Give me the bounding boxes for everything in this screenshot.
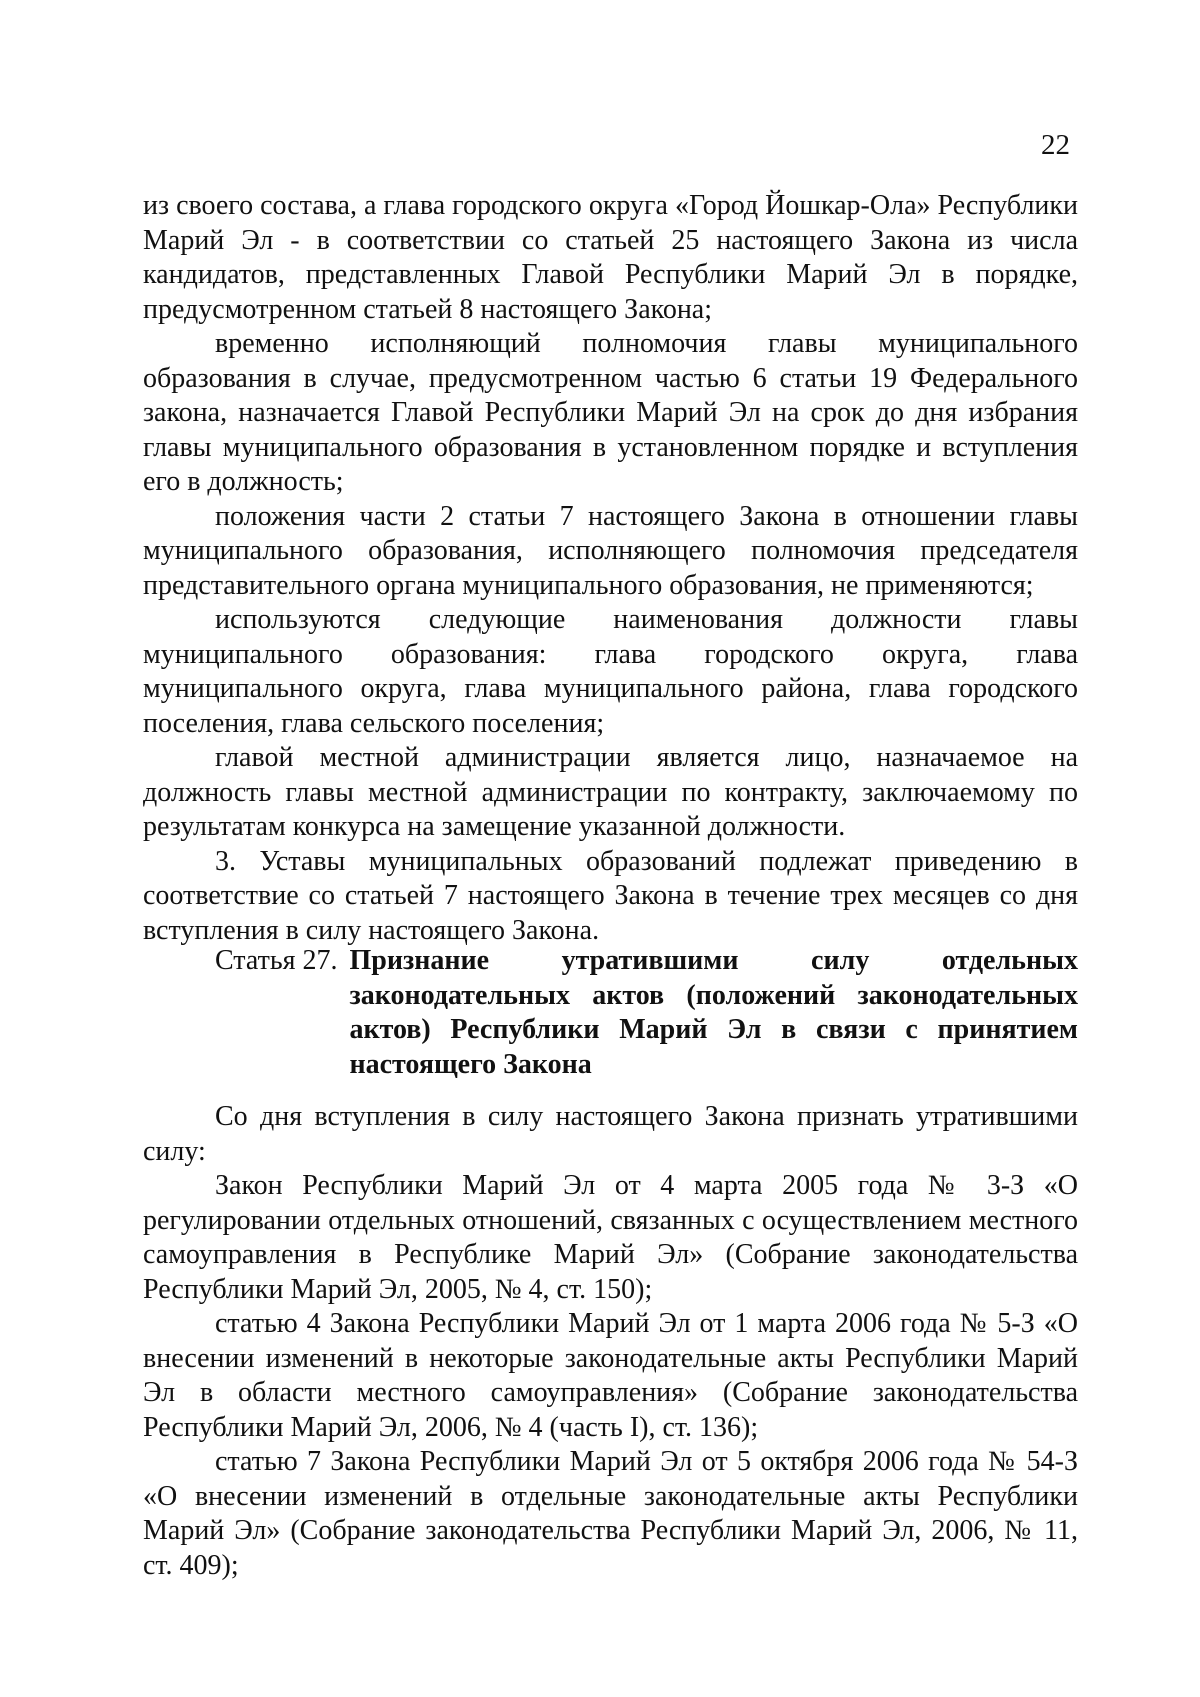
paragraph: Со дня вступления в силу настоящего Закона признать утратившими силу: — [143, 1101, 1078, 1167]
paragraph: временно исполняющий полномочия главы муниципального образования в случае, предусмотренном частью 6 статьи 19 Федерального закона, назначается Главой Республики Марий Эл на срок до дня избрания главы муниципального образования в установленном порядке и вступления его в должность; — [143, 328, 1078, 497]
body-text-top — [143, 189, 1078, 948]
article-heading — [143, 944, 1078, 1082]
paragraph: из своего состава, а глава городского округа «Город Йошкар-Ола» Республики Марий Эл - в соответствии со статьей 25 настоящего Закона из числа кандидатов, представленных Главой Республики Марий Эл в порядке, предусмотренном статьей 8 настоящего Закона; — [143, 190, 1078, 325]
paragraph: статью 7 Закона Республики Марий Эл от 5 октября 2006 года № 54-З «О внесении изменений в отдельные законодательные акты Республики Марий Эл» (Собрание законодательства Республики Марий Эл, 2006, № 11, ст. 409); — [143, 1446, 1078, 1581]
paragraph: используются следующие наименования должности главы муниципального образования: глава городского округа, глава муниципального округа, глава муниципального района, глава городского поселения, глава сельского поселения; — [143, 604, 1078, 739]
body-text-bottom — [143, 1100, 1078, 1583]
paragraph: главой местной администрации является лицо, назначаемое на должность главы местной администрации по контракту, заключаемому по результатам конкурса на замещение указанной должности. — [143, 742, 1078, 842]
paragraph: Закон Республики Марий Эл от 4 марта 2005 года № 3-З «О регулировании отдельных отношений, связанных с осуществлением местного самоуправления в Республике Марий Эл» (Собрание законодательства Республики Марий Эл, 2005, № 4, ст. 150); — [143, 1170, 1078, 1305]
article-label: Статья 27. — [215, 945, 338, 976]
page-number: 22 — [1041, 129, 1070, 161]
paragraph: 3. Уставы муниципальных образований подлежат приведению в соответствие со статьей 7 настоящего Закона в течение трех месяцев со дня вступления в силу настоящего Закона. — [143, 845, 1078, 946]
article-title: Признание утратившими силу отдельных законодательных актов (положений законодательных актов) Республики Марий Эл в связи с принятием настоящего Закона — [349, 945, 1078, 1080]
paragraph: статью 4 Закона Республики Марий Эл от 1 марта 2006 года № 5-З «О внесении изменений в некоторые законодательные акты Республики Марий Эл в области местного самоуправления» (Собрание законодательства Республики Марий Эл, 2006, № 4 (часть I), ст. 136); — [143, 1308, 1078, 1443]
paragraph: положения части 2 статьи 7 настоящего Закона в отношении главы муниципального образования, исполняющего полномочия председателя представительного органа муниципального образования, не применяются; — [143, 500, 1078, 601]
